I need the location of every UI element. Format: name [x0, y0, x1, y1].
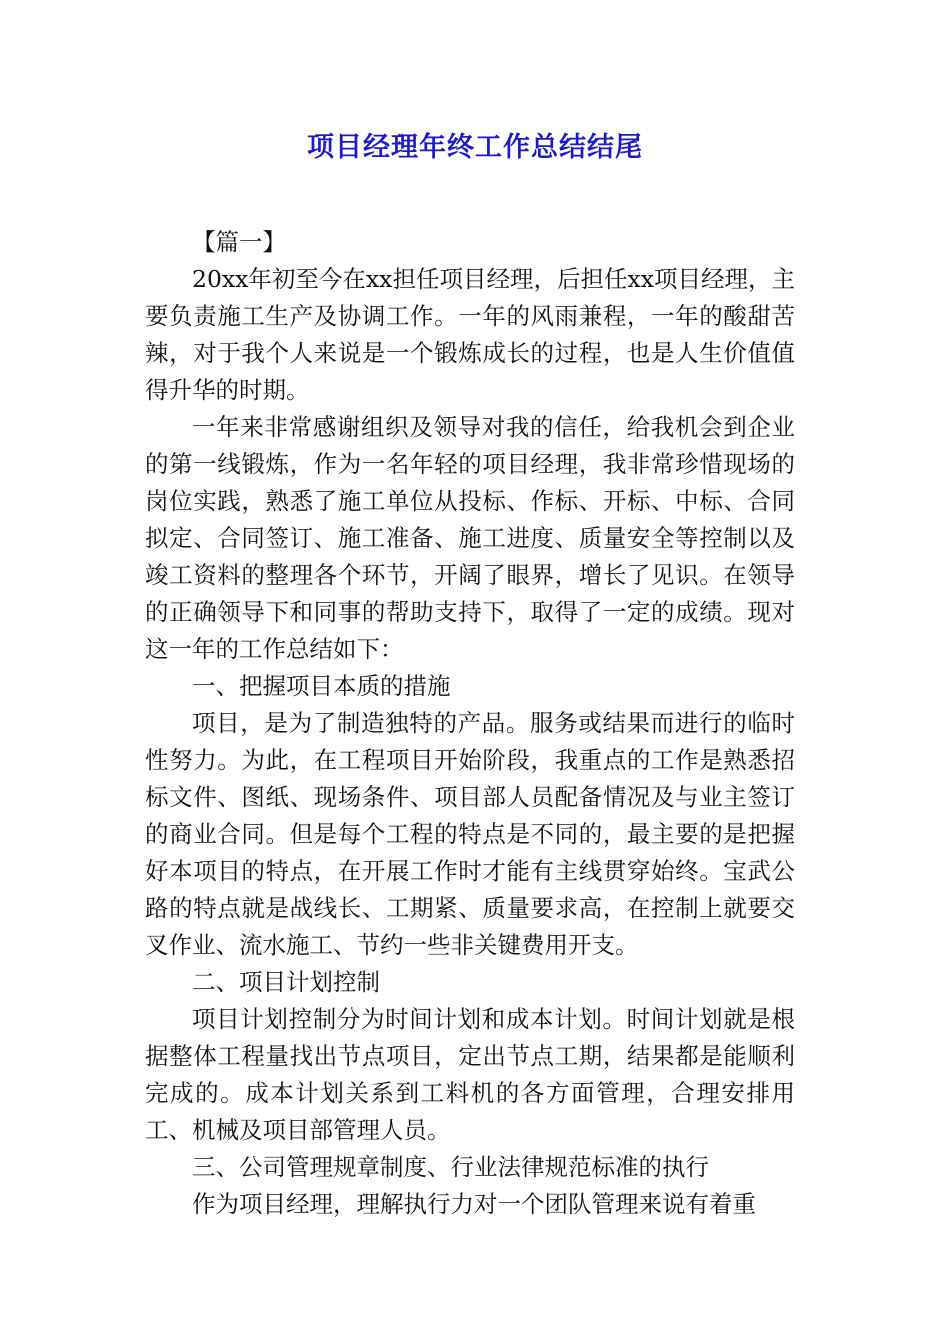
paragraph-1: 20xx年初至今在xx担任项目经理，后担任xx项目经理，主要负责施工生产及协调工作。一年的风雨兼程，一年的酸甜苦辣，对于我个人来说是一个锻炼成长的过程，也是人生价值值得升华的时期。: [145, 265, 795, 404]
paragraph-3: 项目，是为了制造独特的产品。服务或结果而进行的临时性努力。为此，在工程项目开始阶段，我重点的工作是熟悉招标文件、图纸、现场条件、项目部人员配备情况及与业主签订的商业合同。但是每个工程的特点是不同的，最主要的是把握好本项目的特点，在开展工作时才能有主线贯穿始终。宝武公路的特点就是战线长、工期紧、质量要求高，在控制上就要交叉作业、流水施工、节约一些非关键费用开支。: [145, 709, 795, 959]
paragraph-2: 一年来非常感谢组织及领导对我的信任，给我机会到企业的第一线锻炼，作为一名年轻的项目经理，我非常珍惜现场的岗位实践，熟悉了施工单位从投标、作标、开标、中标、合同拟定、合同签订、施工准备、施工进度、质量安全等控制以及竣工资料的整理各个环节，开阔了眼界，增长了见识。在领导的正确领导下和同事的帮助支持下，取得了一定的成绩。现对这一年的工作总结如下：: [145, 413, 795, 663]
section-heading-1: 一、把握项目本质的措施: [192, 672, 451, 700]
paragraph-4: 项目计划控制分为时间计划和成本计划。时间计划就是根据整体工程量找出节点项目，定出节点工期，结果都是能顺利完成的。成本计划关系到工料机的各方面管理，合理安排用工、机械及项目部管理人员。: [145, 1005, 795, 1144]
section-heading-3: 三、公司管理规章制度、行业法律规范标准的执行: [192, 1153, 709, 1181]
section-label: 【篇一】: [192, 228, 286, 256]
document-title: 项目经理年终工作总结结尾: [307, 132, 643, 163]
section-heading-2: 二、项目计划控制: [192, 968, 380, 996]
document-body: [145, 224, 795, 1223]
paragraph-5: 作为项目经理，理解执行力对一个团队管理来说有着重: [192, 1190, 756, 1218]
